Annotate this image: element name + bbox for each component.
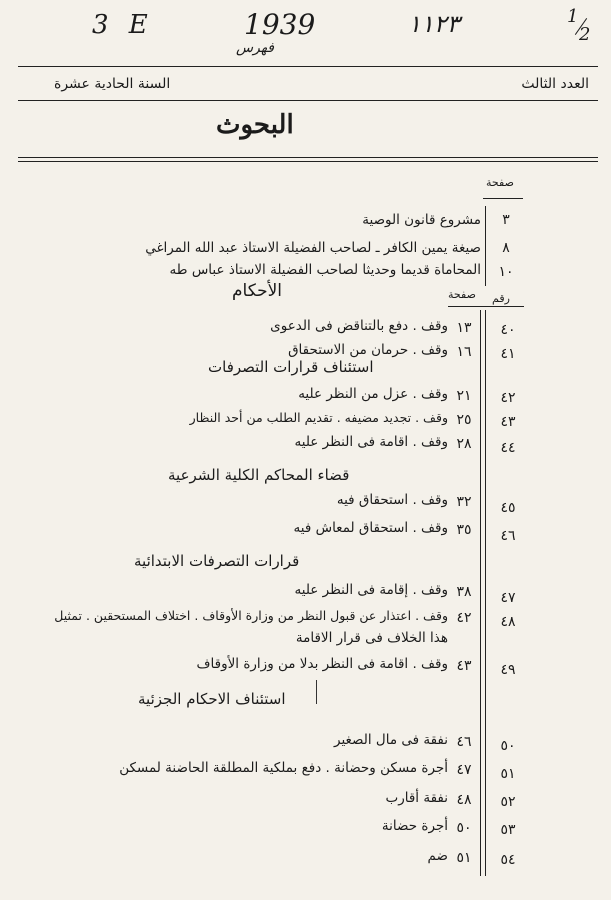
research-page-3: ١٠ xyxy=(498,264,514,280)
entry-number-47: ٤٧ xyxy=(500,590,516,606)
entry-page-54: ٥١ xyxy=(456,850,472,866)
entry-page-41: ١٦ xyxy=(456,344,472,360)
handwritten-number: ١١٢٣ xyxy=(408,10,460,38)
entry-page-52: ٤٨ xyxy=(456,792,472,808)
entry-text-47: وقف . إقامة فى النظر عليه xyxy=(294,582,448,598)
year-label: السنة الحادية عشرة xyxy=(54,76,171,92)
entry-text-45: وقف . استحقاق فيه xyxy=(336,492,448,508)
entry-page-53: ٥٠ xyxy=(456,820,472,836)
handwritten-fihris: فهرس xyxy=(236,40,274,56)
entry-text-41: وقف . حرمان من الاستحقاق xyxy=(288,342,448,358)
entry-text-52: نفقة أقارب xyxy=(385,790,448,806)
entry-number-43: ٤٣ xyxy=(500,414,516,430)
entry-text-53: أجرة حضانة xyxy=(381,818,448,834)
page-title: البحوث xyxy=(216,110,294,140)
entry-text-46: وقف . استحقاق لمعاش فيه xyxy=(293,520,448,536)
research-title-3: المحاماة قديما وحديثا لصاحب الفضيلة الاستاذ عباس طه xyxy=(169,262,481,278)
entry-page-49: ٤٣ xyxy=(456,658,472,674)
title-rule-1 xyxy=(18,157,598,158)
header-top-rule xyxy=(18,66,598,67)
page-column-label: صفحة xyxy=(486,176,514,189)
entry-text-48: وقف . اعتذار عن قبول النظر من وزارة الأوقاف . اختلاف المستحقين . تمثيل xyxy=(54,608,448,623)
entry-text-48-cont: هذا الخلاف فى قرار الاقامة xyxy=(295,630,448,646)
section-isti-juziya: استئناف الاحكام الجزئية xyxy=(138,690,286,708)
title-rule-2 xyxy=(18,161,598,162)
fraction-top: 1 xyxy=(567,6,579,27)
entry-number-40: ٤٠ xyxy=(500,322,516,338)
entry-number-53: ٥٣ xyxy=(500,822,516,838)
handwritten-left-note: 3 E xyxy=(92,10,154,40)
entry-number-44: ٤٤ xyxy=(500,440,516,456)
section-separator xyxy=(316,680,317,704)
table-inner-divider xyxy=(480,310,481,876)
entry-page-47: ٣٨ xyxy=(456,584,472,600)
entry-text-49: وقف . اقامة فى النظر بدلا من وزارة الأوقاف xyxy=(196,656,448,672)
entry-number-45: ٤٥ xyxy=(500,500,516,516)
entry-page-44: ٢٨ xyxy=(456,436,472,452)
issue-number: العدد الثالث xyxy=(521,76,589,92)
entry-number-46: ٤٦ xyxy=(500,528,516,544)
research-title-2: صيغة يمين الكافر ـ لصاحب الفضيلة الاستاذ عبد الله المراغي xyxy=(145,240,481,256)
handwritten-year: 1939 xyxy=(244,8,316,41)
entry-text-42: وقف . عزل من النظر عليه xyxy=(298,386,448,402)
entry-text-40: وقف . دفع بالتناقض فى الدعوى xyxy=(270,318,448,334)
entry-page-48: ٤٢ xyxy=(456,610,472,626)
entry-page-50: ٤٦ xyxy=(456,734,472,750)
number-column-label: رقم xyxy=(492,292,510,305)
entry-text-51: أجرة مسكن وحضانة . دفع بملكية المطلقة الحاضنة لمسكن xyxy=(119,760,448,776)
page2-column-label: صفحة xyxy=(448,288,476,301)
research-title-1: مشروع قانون الوصية xyxy=(362,212,481,228)
labels-rule xyxy=(448,306,524,307)
fraction-bottom: 2 xyxy=(579,24,591,45)
section-qada: قضاء المحاكم الكلية الشرعية xyxy=(168,466,350,484)
section-ahkam: الأحكام xyxy=(232,281,283,301)
section-isti-tasarrufat: استئناف قرارات التصرفات xyxy=(208,358,374,376)
handwritten-fraction xyxy=(565,6,595,48)
research-page-1: ٣ xyxy=(502,212,510,228)
entry-text-43: وقف . تجديد مضيفه . تقديم الطلب من أحد النظار xyxy=(189,410,448,425)
entry-page-43: ٢٥ xyxy=(456,412,472,428)
page-label-rule xyxy=(483,198,523,199)
entry-text-44: وقف . اقامة فى النظر عليه xyxy=(294,434,448,450)
entry-number-51: ٥١ xyxy=(500,766,516,782)
entry-number-50: ٥٠ xyxy=(500,738,516,754)
entry-number-41: ٤١ xyxy=(500,346,516,362)
entry-number-52: ٥٢ xyxy=(500,794,516,810)
entry-page-42: ٢١ xyxy=(456,388,472,404)
entry-number-49: ٤٩ xyxy=(500,662,516,678)
table-outer-divider xyxy=(485,310,486,876)
entry-number-54: ٥٤ xyxy=(500,852,516,868)
entry-number-42: ٤٢ xyxy=(500,390,516,406)
entry-text-50: نفقة فى مال الصغير xyxy=(334,732,448,748)
section-qararat-ibtidaiya: قرارات التصرفات الابتدائية xyxy=(134,552,300,570)
entry-page-51: ٤٧ xyxy=(456,762,472,778)
entry-page-46: ٣٥ xyxy=(456,522,472,538)
entry-page-40: ١٣ xyxy=(456,320,472,336)
entry-text-54: ضم xyxy=(427,848,448,864)
entry-page-45: ٣٢ xyxy=(456,494,472,510)
header-bottom-rule xyxy=(18,100,598,101)
research-page-2: ٨ xyxy=(502,240,510,256)
entry-number-48: ٤٨ xyxy=(500,614,516,630)
